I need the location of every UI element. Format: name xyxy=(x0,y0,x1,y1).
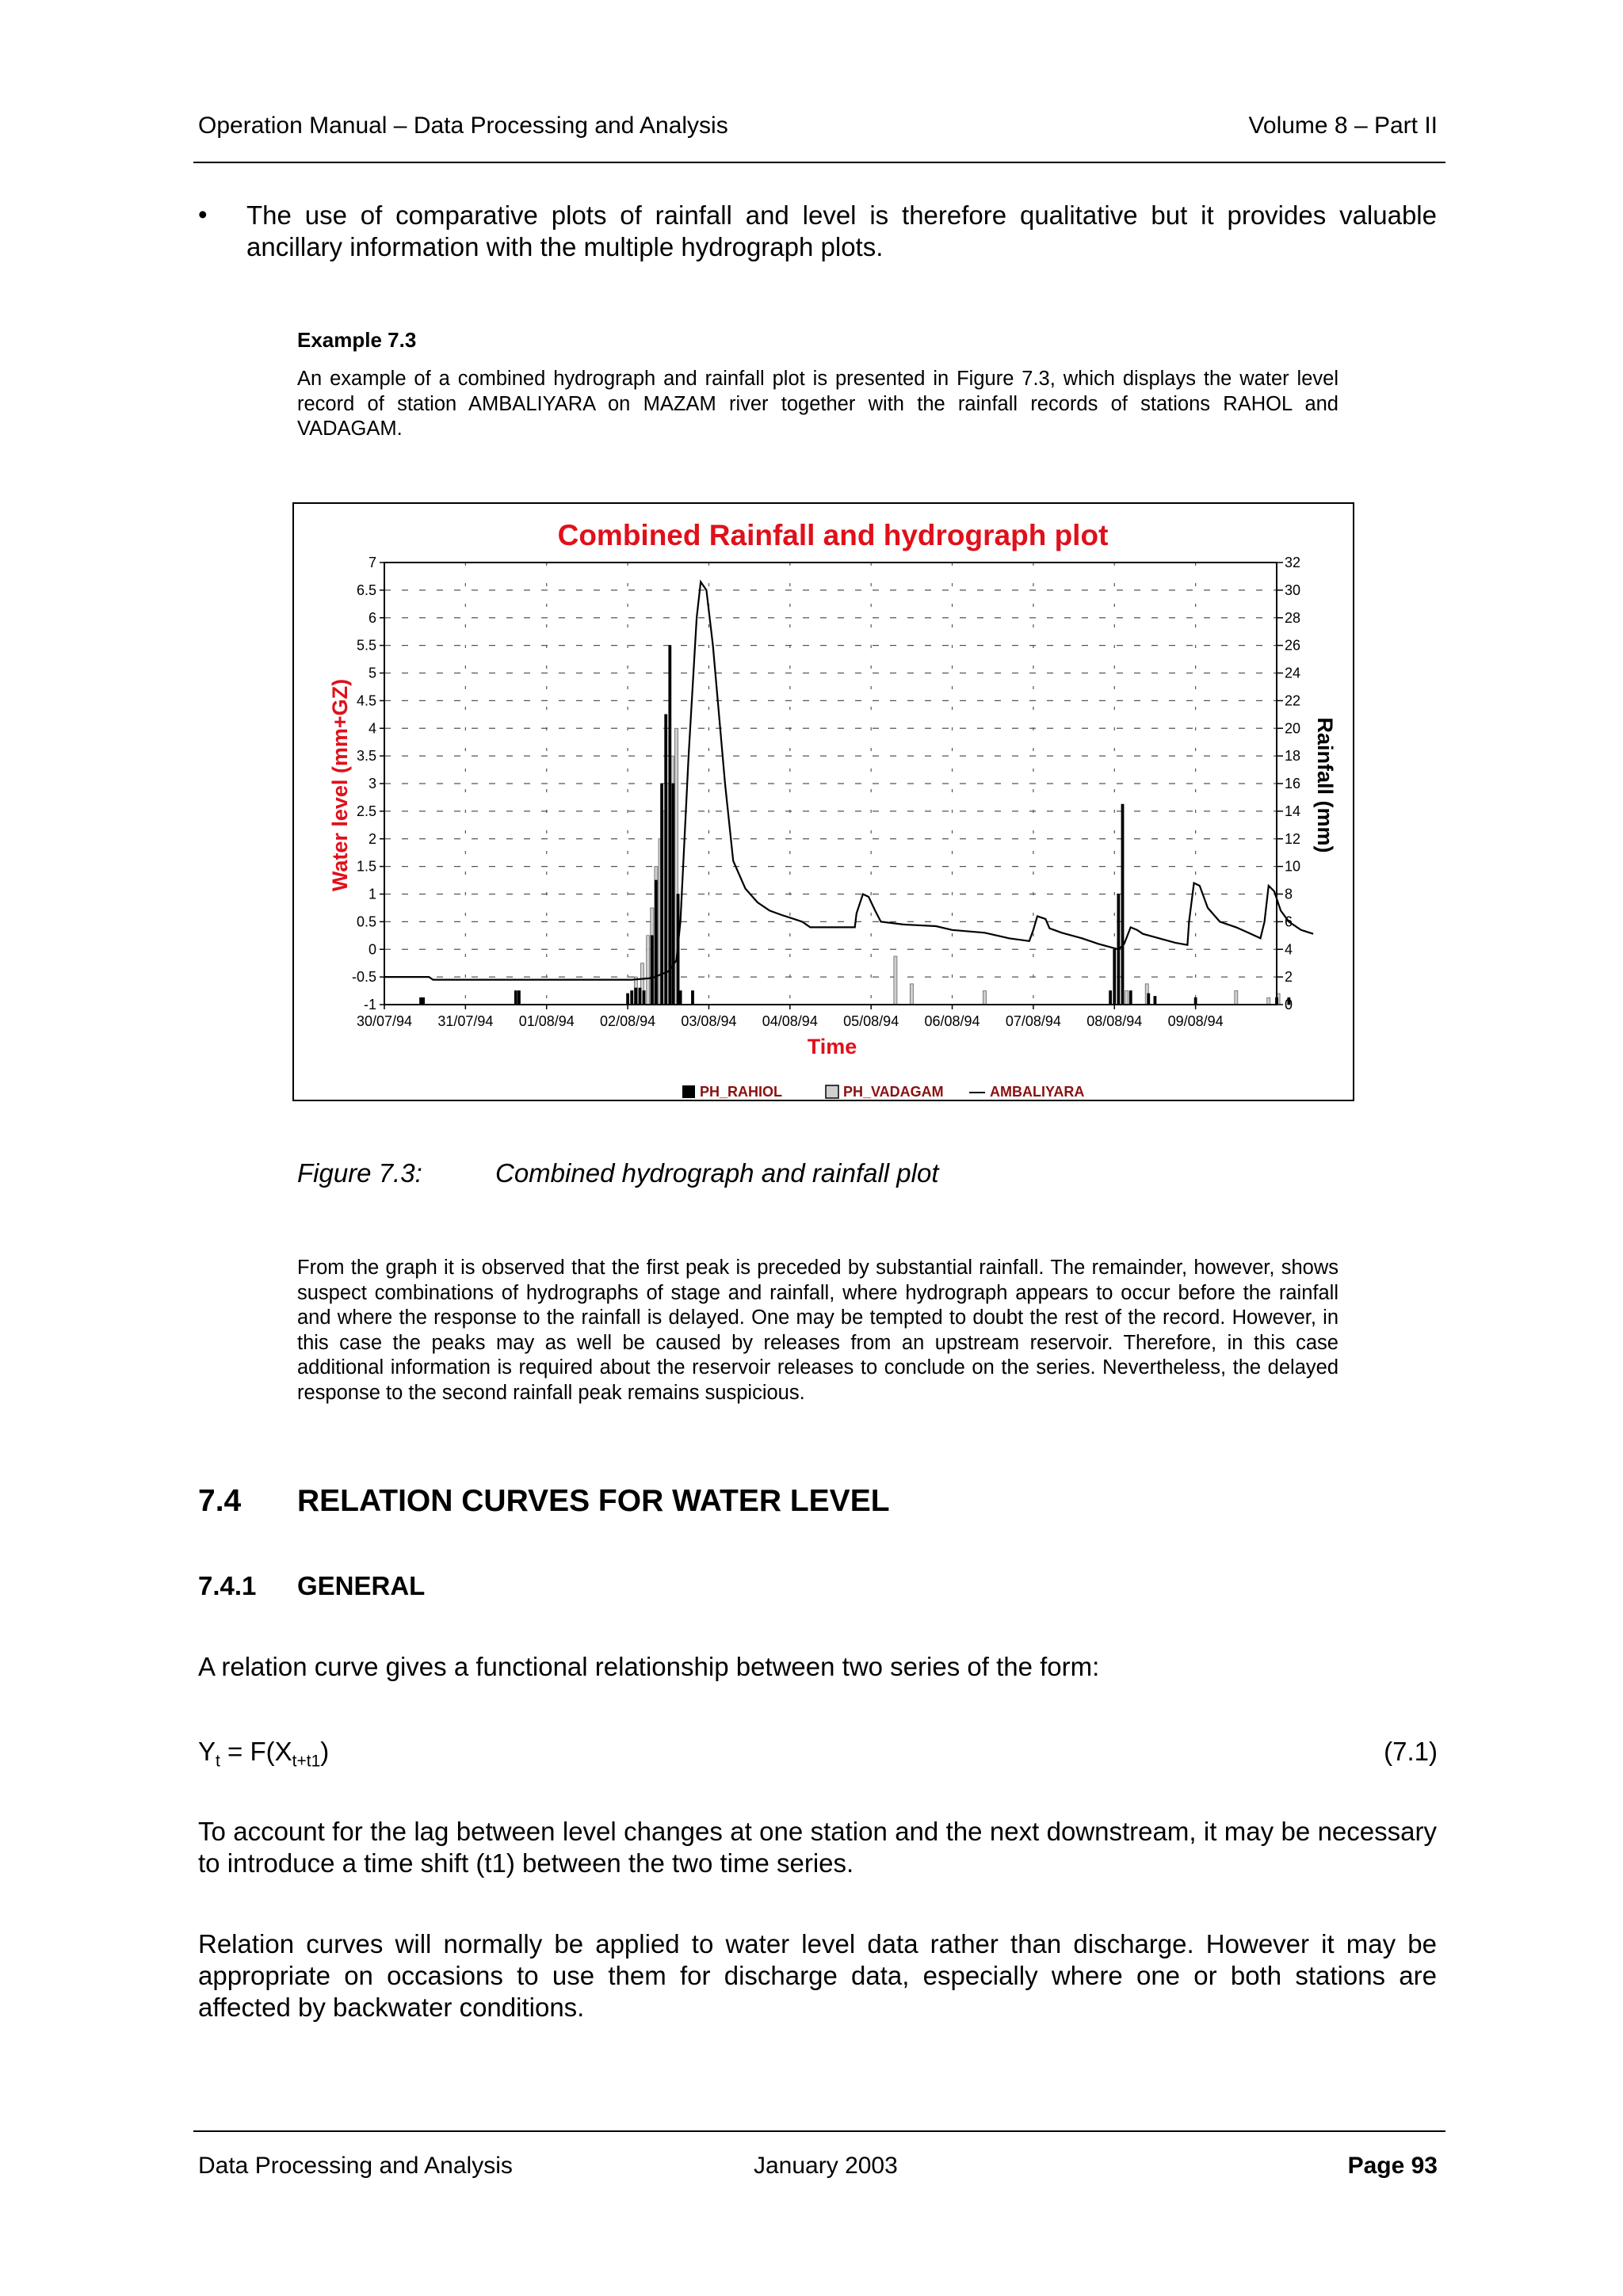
bar-rahiol xyxy=(635,988,637,1005)
line-ambaliyara xyxy=(384,582,1313,979)
bar-vadagam xyxy=(983,991,986,1005)
y-left-tick-label: 4.5 xyxy=(356,692,376,709)
chart-title: Combined Rainfall and hydrograph plot xyxy=(557,519,1109,551)
bar-rahiol xyxy=(1194,997,1197,1005)
subsection-number: 7.4.1 xyxy=(198,1571,257,1600)
y-left-tick-label: 5 xyxy=(368,665,376,681)
x-tick-label: 01/08/94 xyxy=(518,1013,575,1029)
bar-rahiol xyxy=(639,988,641,1005)
legend-swatch-rahiol xyxy=(682,1085,695,1098)
y-right-tick-label: 2 xyxy=(1285,969,1293,986)
section-title: RELATION CURVES FOR WATER LEVEL xyxy=(297,1484,890,1518)
header-left: Operation Manual – Data Processing and Analysis xyxy=(198,113,728,139)
axis-layer xyxy=(352,555,1300,1029)
equation-mid: = F(X xyxy=(220,1737,292,1766)
x-tick-label: 09/08/94 xyxy=(1167,1013,1224,1029)
analysis-paragraph: From the graph it is observed that the first peak is preceded by substantial rainfall. The remainder, however, shows suspect combinations of hydrographs of stage and rainfall, where hydrograph appears to occur before the rainfall and where the response to the rainfall is delayed. One may be tempted to doubt the rest of the record. However, in this case the peaks may as well be caused by releases from an upstream reservoir. Therefore, in this case additional information is required about the reservoir releases to conclude on the series. Nevertheless, the delayed response to the second rainfall peak remains suspicious. xyxy=(297,1257,1338,1404)
bar-rahiol xyxy=(422,997,425,1005)
y-right-tick-label: 26 xyxy=(1285,637,1301,654)
bar-rahiol xyxy=(1129,991,1132,1005)
y-left-tick-label: 1.5 xyxy=(356,858,376,875)
line-layer xyxy=(384,582,1313,979)
bar-rahiol xyxy=(651,936,653,1005)
y-right-tick-label: 6 xyxy=(1285,913,1293,930)
y-left-tick-label: 5.5 xyxy=(356,637,376,654)
bullet-symbol: • xyxy=(198,200,208,229)
equation-end: ) xyxy=(320,1737,330,1766)
y-left-tick-label: 7 xyxy=(368,555,376,570)
bar-rahiol xyxy=(514,991,517,1005)
example-text: An example of a combined hydrograph and rainfall plot is presented in Figure 7.3, which displays the water level record of station AMBALIYARA on MAZAM river together with the rainfall records of stations RAHOL and VADAGAM. xyxy=(297,368,1338,440)
figure-frame xyxy=(292,502,1354,1101)
example-title: Example 7.3 xyxy=(297,328,417,352)
bar-rahiol xyxy=(631,991,633,1005)
x-tick-label: 02/08/94 xyxy=(600,1013,656,1029)
equation xyxy=(198,1737,329,1772)
bar-layer xyxy=(420,646,1290,1005)
bar-rahiol xyxy=(1113,949,1116,1005)
bar-rahiol xyxy=(1154,997,1156,1005)
x-tick-label: 31/07/94 xyxy=(437,1013,494,1029)
y-right-tick-label: 4 xyxy=(1285,941,1293,958)
bullet-text: The use of comparative plots of rainfall and level is therefore qualitative but it provides valuable ancillary information with the multiple hydrograph plots. xyxy=(246,200,1437,261)
y-right-tick-label: 28 xyxy=(1285,609,1301,626)
bar-vadagam xyxy=(1235,991,1238,1005)
y-axis-left-label: Water level (mm+GZ) xyxy=(328,678,352,892)
bar-vadagam xyxy=(647,936,650,1005)
y-left-tick-label: -0.5 xyxy=(351,969,376,986)
x-tick-label: 03/08/94 xyxy=(681,1013,737,1029)
y-left-tick-label: 2.5 xyxy=(356,803,376,819)
footer-left: Data Processing and Analysis xyxy=(198,2153,513,2179)
bar-rahiol xyxy=(665,715,667,1005)
bar-rahiol xyxy=(672,784,674,1005)
bar-vadagam xyxy=(1125,991,1128,1005)
x-axis-label: Time xyxy=(807,1035,857,1058)
y-right-tick-label: 24 xyxy=(1285,665,1301,681)
footer-center: January 2003 xyxy=(754,2153,898,2179)
bar-rahiol xyxy=(517,991,520,1005)
y-left-tick-label: 3 xyxy=(368,776,376,791)
figure-caption-label: Figure 7.3: xyxy=(297,1158,422,1188)
header-rule xyxy=(193,162,1445,163)
y-right-tick-label: 14 xyxy=(1285,803,1301,819)
x-tick-label: 30/07/94 xyxy=(356,1013,413,1029)
combined-chart xyxy=(294,504,1353,1100)
legend-swatch-vadagam xyxy=(826,1085,838,1098)
y-left-tick-label: -1 xyxy=(363,997,376,1013)
y-left-tick-label: 0 xyxy=(368,941,376,958)
x-tick-label: 08/08/94 xyxy=(1086,1013,1143,1029)
y-right-tick-label: 16 xyxy=(1285,776,1301,791)
bar-vadagam xyxy=(910,984,913,1005)
y-right-tick-label: 32 xyxy=(1285,555,1301,570)
legend-label-rahiol: PH_RAHIOL xyxy=(700,1084,783,1100)
legend-label-ambaliyara: AMBALIYARA xyxy=(990,1084,1085,1100)
lag-paragraph: To account for the lag between level changes at one station and the next downstream, it may be necessary to introduce a time shift (t1) between the two time series. xyxy=(198,1817,1437,1878)
relation-curves-paragraph: Relation curves will normally be applied to water level data rather than discharge. However it may be appropriate on occasions to use them for discharge data, especially where one or both stations are affected by backwater conditions. xyxy=(198,1929,1437,2022)
bar-rahiol xyxy=(1109,991,1112,1005)
y-right-tick-label: 30 xyxy=(1285,582,1301,598)
equation-x-sub: t+t1 xyxy=(292,1752,321,1771)
y-left-tick-label: 0.5 xyxy=(356,913,376,930)
x-tick-label: 04/08/94 xyxy=(762,1013,818,1029)
bar-rahiol xyxy=(669,646,671,1005)
y-right-tick-label: 10 xyxy=(1285,858,1301,875)
equation-y-sub: t xyxy=(216,1752,220,1771)
y-left-tick-label: 4 xyxy=(368,720,376,737)
bar-rahiol xyxy=(661,784,663,1005)
footer-rule xyxy=(193,2130,1445,2132)
y-left-tick-label: 6 xyxy=(368,609,376,626)
figure-caption-text: Combined hydrograph and rainfall plot xyxy=(495,1158,939,1188)
bar-rahiol xyxy=(627,994,629,1005)
y-right-tick-label: 22 xyxy=(1285,692,1301,709)
bar-rahiol xyxy=(420,997,422,1005)
y-right-tick-label: 0 xyxy=(1285,997,1293,1013)
y-left-tick-label: 2 xyxy=(368,830,376,847)
header-right: Volume 8 – Part II xyxy=(1248,113,1438,139)
subsection-title: GENERAL xyxy=(297,1571,426,1600)
x-tick-label: 07/08/94 xyxy=(1005,1013,1061,1029)
y-left-tick-label: 1 xyxy=(368,886,376,902)
bar-vadagam xyxy=(1267,997,1270,1005)
y-left-tick-label: 3.5 xyxy=(356,748,376,765)
bar-vadagam xyxy=(894,956,897,1005)
bar-rahiol xyxy=(1121,804,1124,1005)
x-tick-label: 05/08/94 xyxy=(843,1013,899,1029)
legend-label-vadagam: PH_VADAGAM xyxy=(843,1084,944,1100)
y-right-tick-label: 8 xyxy=(1285,886,1293,902)
section-number: 7.4 xyxy=(198,1484,242,1518)
grid-layer xyxy=(384,563,1277,1005)
y-left-tick-label: 6.5 xyxy=(356,582,376,598)
y-right-tick-label: 18 xyxy=(1285,748,1301,765)
relation-intro: A relation curve gives a functional relationship between two series of the form: xyxy=(198,1652,1100,1681)
x-tick-label: 06/08/94 xyxy=(924,1013,980,1029)
y-right-tick-label: 12 xyxy=(1285,830,1301,847)
equation-number: (7.1) xyxy=(1384,1737,1438,1766)
bar-rahiol xyxy=(643,991,645,1005)
y-axis-right-label: Rainfall (mm) xyxy=(1313,717,1337,853)
equation-y: Y xyxy=(198,1737,216,1766)
bar-rahiol xyxy=(655,880,657,1005)
footer-page-number: Page 93 xyxy=(1347,2153,1438,2179)
y-right-tick-label: 20 xyxy=(1285,720,1301,737)
bar-rahiol xyxy=(691,991,693,1005)
chart-legend xyxy=(682,1084,1084,1100)
bar-rahiol xyxy=(679,991,682,1005)
plot-frame xyxy=(384,563,1277,1005)
bar-rahiol xyxy=(1148,994,1150,1005)
